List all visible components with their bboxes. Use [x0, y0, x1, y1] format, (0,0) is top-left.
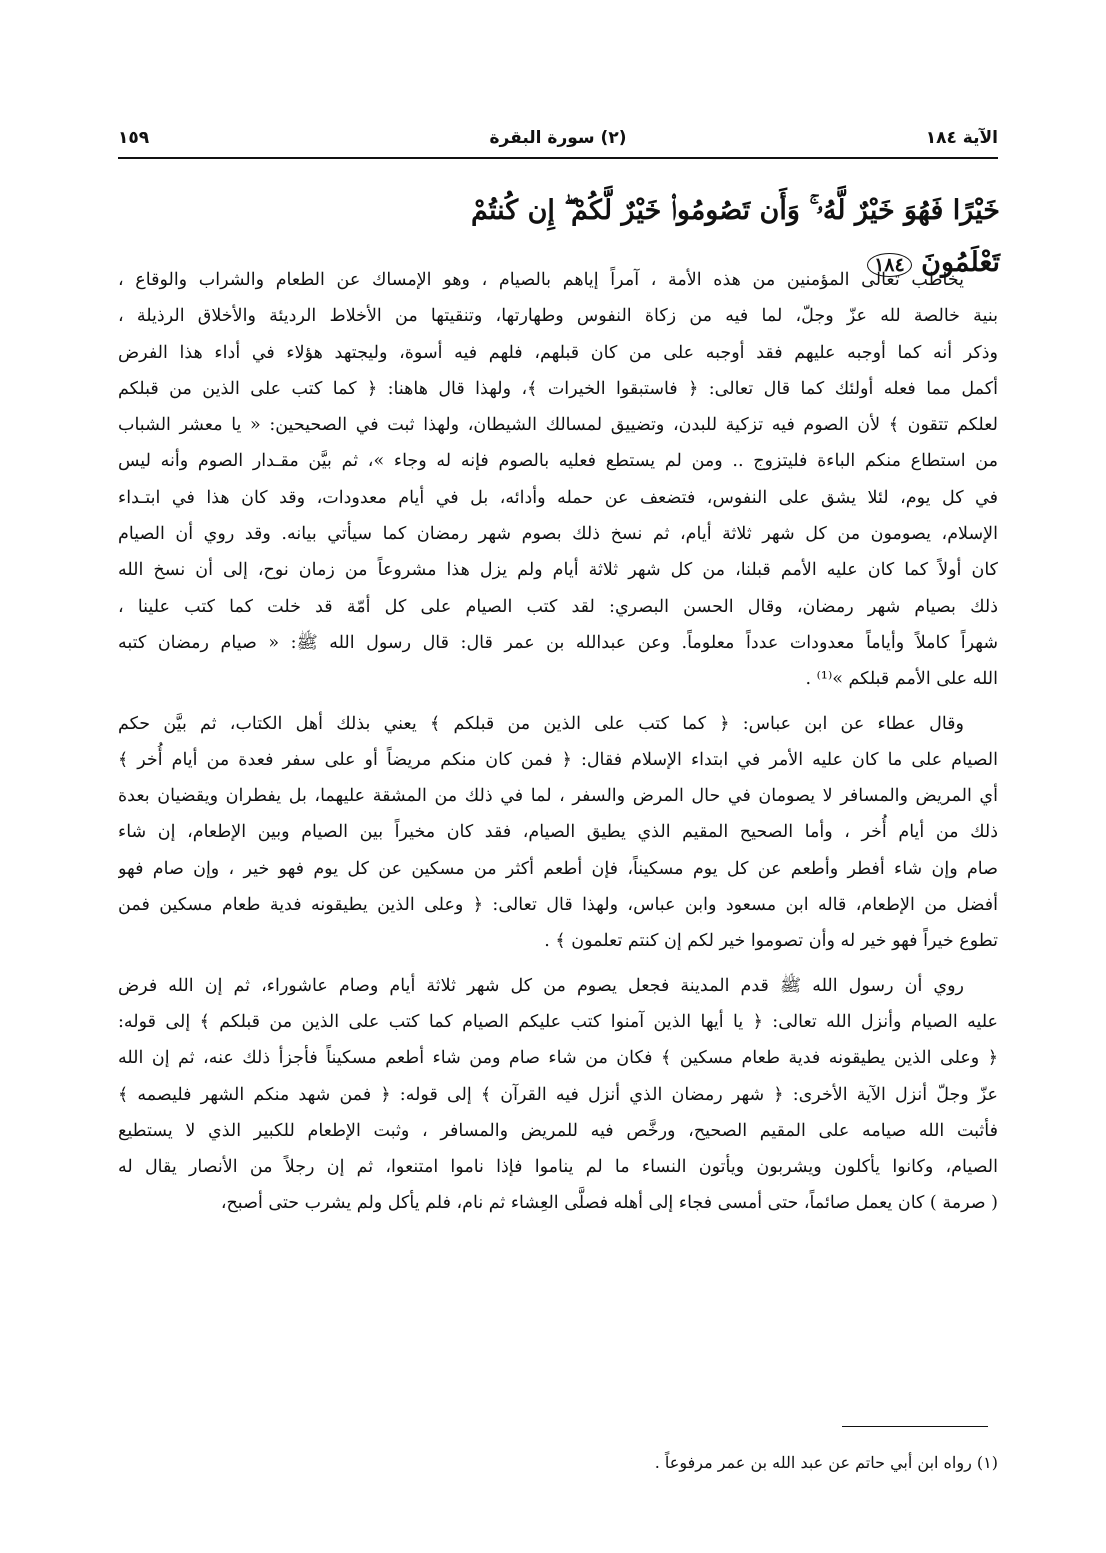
- tafsir-body: [118, 262, 998, 1230]
- surah-title: (٢) سورة البقرة: [489, 128, 627, 148]
- text-line: شهراً كاملاً وأياماً معدودات عدداً معلوماً. وعن عبدالله بن عمر قال: قال رسول الله ﷺ: « صيام رمضان كتبه: [118, 632, 998, 653]
- text-line: ذلك بصيام شهر رمضان، وقال الحسن البصري: لقد كتب الصيام على كل أمّة قد خلت كما كتب علينا ،: [118, 596, 998, 617]
- text-line: الإسلام، يصومون من كل شهر ثلاثة أيام، ثم نسخ ذلك بصوم شهر رمضان كما سيأتي بيانه. وقد روي أن الصيام: [118, 524, 998, 545]
- paragraph: [118, 968, 998, 1222]
- text-line: أي المريض والمسافر لا يصومان في حال المرض والسفر ، لما في ذلك من المشقة عليهما، بل يفطران ويقضيان بعدة: [118, 786, 998, 807]
- text-line: وقال عطاء عن ابن عباس: ﴿ كما كتب على الذين من قبلكم ﴾ يعني بذلك أهل الكتاب، ثم بيَّن حكم: [118, 713, 964, 734]
- text-line: الصيام على ما كان عليه الأمر في ابتداء الإسلام فقال: ﴿ فمن كان منكم مريضاً أو على سفر فعدة من أيام أُخر ﴾: [118, 749, 998, 770]
- text-line: ذلك من أيام أُخر ، وأما الصحيح المقيم الذي يطيق الصيام، فقد كان مخيراً بين الصيام وبين الإطعام، إن شاء: [118, 822, 998, 843]
- text-line: تطوع خيراً فهو خير له وأن تصوموا خير لكم إن كنتم تعلمون ﴾ .: [544, 931, 998, 952]
- verse-number: ١٨٤: [867, 253, 912, 277]
- text-line: من استطاع منكم الباءة فليتزوج .. ومن لم يستطع فعليه بالصوم فإنه له وجاء »، ثم بيَّن مقـدار الصوم وأنه ليس: [118, 451, 998, 472]
- text-line: صام وإن شاء أفطر وأطعم عن كل يوم مسكيناً، فإن أطعم أكثر من مسكين عن كل يوم فهو خير ، وإن صام فهو: [118, 858, 998, 879]
- text-line: أكمل مما فعله أولئك كما قال تعالى: ﴿ فاستبقوا الخيرات ﴾، ولهذا قال هاهنا: ﴿ كما كتب على الذين من قبلكم: [118, 378, 998, 399]
- text-line: كان أولاً كما كان عليه الأمم قبلنا، من كل شهر ثلاثة أيام ولم يزل هذا مشروعاً من زمان نوح، إلى أن نسخ الله: [118, 560, 998, 581]
- text-line: عليه الصيام وأنزل الله تعالى: ﴿ يا أيها الذين آمنوا كتب عليكم الصيام كما كتب على الذين من قبلكم ﴾ إلى قوله:: [118, 1011, 998, 1032]
- verse-reference: الآية ١٨٤: [925, 128, 998, 148]
- text-line: بنية خالصة لله عزّ وجلّ، لما فيه من زكاة النفوس وطهارتها، وتنقيتها من الأخلاط الرديئة والأخلاق الرذيلة ،: [118, 306, 998, 327]
- footnote: (١) رواه ابن أبي حاتم عن عبد الله بن عمر مرفوعاً .: [654, 1453, 998, 1472]
- text-line: لعلكم تتقون ﴾ لأن الصوم فيه تزكية للبدن، وتضييق لمسالك الشيطان، ولهذا ثبت في الصحيحين: « يا معشر الشباب: [118, 415, 998, 436]
- text-line: وذكر أنه كما أوجبه عليهم فقد أوجبه على من كان قبلهم، فلهم فيه أسوة، وليجتهد هؤلاء في أداء هذا الفرض: [118, 342, 998, 363]
- header-divider: [118, 157, 998, 159]
- text-line: أفضل من الإطعام، قاله ابن مسعود وابن عباس، ولهذا قال تعالى: ﴿ وعلى الذين يطيقونه فدية طعام مسكين فمن: [118, 895, 998, 916]
- paragraph: [118, 262, 998, 698]
- page-number: ١٥٩: [118, 128, 150, 148]
- text-line: فأثبت الله صيامه على المقيم الصحيح، ورخَّص فيه للمريض والمسافر ، وثبت الإطعام للكبير الذي لا يستطيع: [118, 1120, 998, 1141]
- text-line: يخاطب تعالى المؤمنين من هذه الأمة ، آمراً إياهم بالصيام ، وهو الإمساك عن الطعام والشراب والوقاع ،: [118, 270, 964, 290]
- paragraph: [118, 706, 998, 960]
- text-line: الله على الأمم قبلكم »⁽¹⁾ .: [805, 669, 998, 690]
- page-header: [118, 124, 998, 158]
- verse-text: خَيْرًا فَهُوَ خَيْرٌ لَّهُۥ ۚ وَأَن تَصُومُوا۟ خَيْرٌ لَّكُمْ ۖ إِن كُنتُمْ تَعْلَمُونَ: [471, 195, 1000, 278]
- text-line: الصيام، وكانوا يأكلون ويشربون ويأتون النساء ما لم يناموا فإذا ناموا امتنعوا، ثم إن رجلاً من الأنصار يقال له: [118, 1157, 998, 1178]
- text-line: في كل يوم، لئلا يشق على النفوس، فتضعف عن حمله وأدائه، بل في أيام معدودات، وقد كان هذا في ابتـداء: [118, 487, 998, 508]
- text-line: ﴿ وعلى الذين يطيقونه فدية طعام مسكين ﴾ فكان من شاء صام ومن شاء أطعم مسكيناً فأجزأ ذلك عنه، ثم إن الله: [118, 1048, 998, 1069]
- text-line: عزّ وجلّ أنزل الآية الأخرى: ﴿ شهر رمضان الذي أنزل فيه القرآن ﴾ إلى قوله: ﴿ فمن شهد منكم الشهر فليصمه ﴾: [118, 1084, 998, 1105]
- text-line: روي أن رسول الله ﷺ قدم المدينة فجعل يصوم من كل شهر ثلاثة أيام وصام عاشوراء، ثم إن الله فرض: [118, 975, 964, 996]
- text-line: ( صرمة ) كان يعمل صائماً، حتى أمسى فجاء إلى أهله فصلَّى العِشاء ثم نام، فلم يأكل ولم يشرب حتى أصبح،: [220, 1193, 998, 1214]
- footnote-divider: [842, 1426, 988, 1427]
